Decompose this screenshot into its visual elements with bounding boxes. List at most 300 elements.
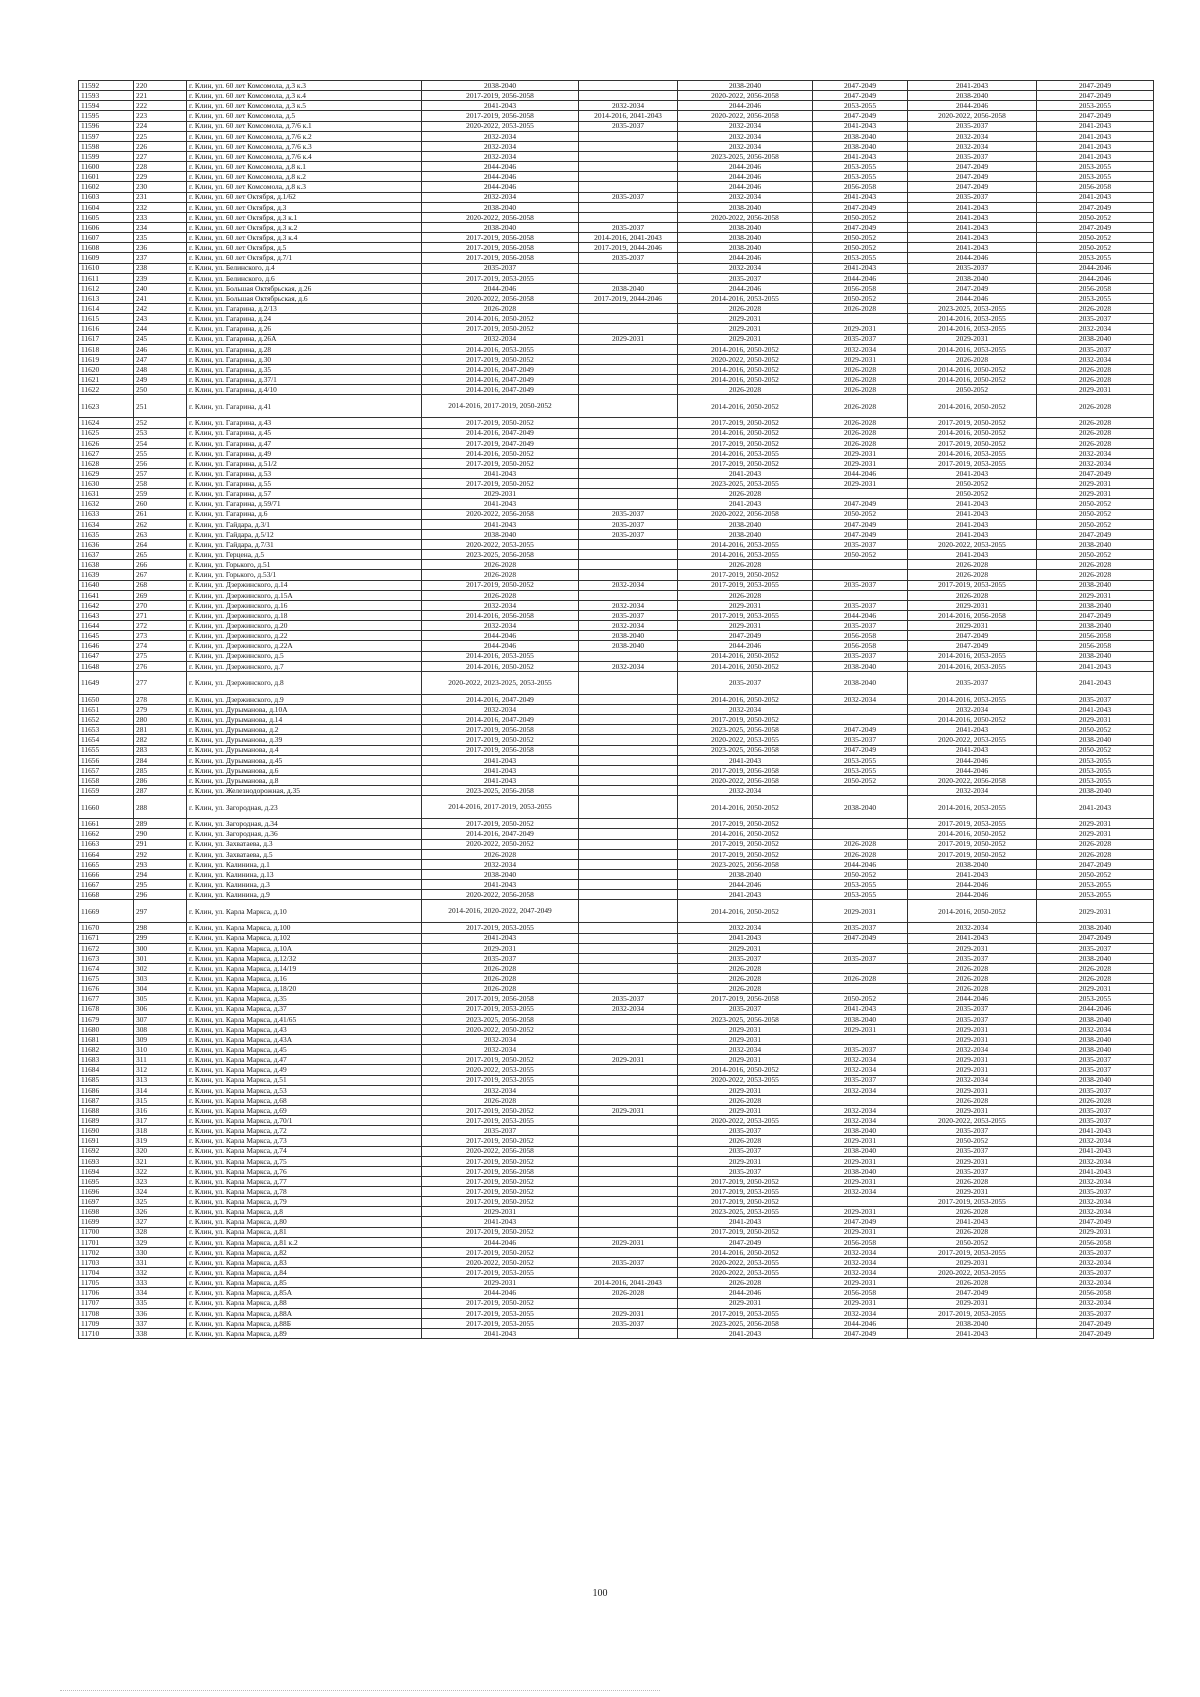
- row-number-cell: 11697: [79, 1197, 134, 1207]
- table-row: [79, 428, 1154, 438]
- house-number-cell: 307: [134, 1014, 187, 1024]
- period-cell: 2014-2016, 2047-2049: [422, 715, 579, 725]
- table-row: [79, 1136, 1154, 1146]
- row-number-cell: 11596: [79, 121, 134, 131]
- period-cell: 2032-2034: [1037, 1024, 1154, 1034]
- period-cell: 2017-2019, 2044-2046: [579, 293, 678, 303]
- period-cell: 2041-2043: [678, 499, 813, 509]
- period-cell: 2047-2049: [1037, 81, 1154, 91]
- period-cell: 2035-2037: [678, 953, 813, 963]
- period-cell: 2035-2037: [1037, 1268, 1154, 1278]
- period-cell: [579, 984, 678, 994]
- period-cell: 2047-2049: [813, 1329, 908, 1339]
- period-cell: 2026-2028: [422, 1095, 579, 1105]
- house-number-cell: 329: [134, 1237, 187, 1247]
- period-cell: 2038-2040: [422, 222, 579, 232]
- address-cell: г. Клин, ул. Гагарина, д.26: [187, 324, 422, 334]
- address-cell: г. Клин, ул. Карла Маркса, д.83: [187, 1258, 422, 1268]
- period-cell: 2044-2046: [678, 880, 813, 890]
- period-cell: [579, 755, 678, 765]
- house-number-cell: 242: [134, 304, 187, 314]
- address-cell: г. Клин, ул. Дзержинского, д.9: [187, 694, 422, 704]
- period-cell: 2041-2043: [908, 212, 1037, 222]
- period-cell: 2014-2016, 2050-2052: [908, 375, 1037, 385]
- period-cell: [579, 786, 678, 796]
- house-number-cell: 323: [134, 1176, 187, 1186]
- row-number-cell: 11650: [79, 694, 134, 704]
- period-cell: 2014-2016, 2056-2058: [422, 611, 579, 621]
- table-row: [79, 715, 1154, 725]
- period-cell: 2041-2043: [422, 101, 579, 111]
- period-cell: 2014-2016, 2047-2049: [422, 829, 579, 839]
- table-row: [79, 880, 1154, 890]
- period-cell: [579, 869, 678, 879]
- period-cell: 2035-2037: [908, 121, 1037, 131]
- period-cell: 2023-2025, 2053-2055: [908, 304, 1037, 314]
- period-cell: 2038-2040: [678, 243, 813, 253]
- address-cell: г. Клин, ул. Карла Маркса, д.70/1: [187, 1116, 422, 1126]
- row-number-cell: 11699: [79, 1217, 134, 1227]
- period-cell: 2038-2040: [1037, 1014, 1154, 1024]
- row-number-cell: 11638: [79, 560, 134, 570]
- house-number-cell: 274: [134, 641, 187, 651]
- row-number-cell: 11655: [79, 745, 134, 755]
- house-number-cell: 335: [134, 1298, 187, 1308]
- period-cell: [579, 81, 678, 91]
- period-cell: 2032-2034: [579, 101, 678, 111]
- house-number-cell: 278: [134, 694, 187, 704]
- period-cell: 2026-2028: [813, 428, 908, 438]
- address-cell: г. Клин, ул. Герцена, д.5: [187, 550, 422, 560]
- period-cell: 2020-2022, 2056-2058: [678, 776, 813, 786]
- address-cell: г. Клин, ул. 60 лет Октября, д.3 к.2: [187, 222, 422, 232]
- table-row: [79, 253, 1154, 263]
- address-cell: г. Клин, ул. Карла Маркса, д.69: [187, 1105, 422, 1115]
- period-cell: 2026-2028: [1037, 963, 1154, 973]
- period-cell: 2029-2031: [678, 1055, 813, 1065]
- period-cell: 2017-2019, 2053-2055: [422, 1268, 579, 1278]
- table-row: [79, 984, 1154, 994]
- table-row: [79, 314, 1154, 324]
- period-cell: 2047-2049: [813, 725, 908, 735]
- table-row: [79, 890, 1154, 900]
- period-cell: 2041-2043: [1037, 121, 1154, 131]
- period-cell: 2050-2052: [813, 212, 908, 222]
- period-cell: 2026-2028: [908, 984, 1037, 994]
- period-cell: [579, 943, 678, 953]
- period-cell: 2035-2037: [1037, 943, 1154, 953]
- period-cell: 2029-2031: [579, 1105, 678, 1115]
- period-cell: 2032-2034: [813, 1258, 908, 1268]
- table-row: [79, 900, 1154, 923]
- address-cell: г. Клин, ул. 60 лет Комсомола, д.3 к.4: [187, 91, 422, 101]
- table-row: [79, 344, 1154, 354]
- period-cell: 2017-2019, 2044-2046: [579, 243, 678, 253]
- address-cell: г. Клин, ул. Карла Маркса, д.74: [187, 1146, 422, 1156]
- house-number-cell: 294: [134, 869, 187, 879]
- period-cell: 2056-2058: [1037, 631, 1154, 641]
- house-number-cell: 240: [134, 283, 187, 293]
- row-number-cell: 11609: [79, 253, 134, 263]
- period-cell: 2014-2016, 2017-2019, 2053-2055: [422, 796, 579, 819]
- period-cell: [579, 560, 678, 570]
- period-cell: [579, 91, 678, 101]
- address-cell: г. Клин, ул. 60 лет Октября, д.7/1: [187, 253, 422, 263]
- row-number-cell: 11679: [79, 1014, 134, 1024]
- address-cell: г. Клин, ул. Карла Маркса, д.102: [187, 933, 422, 943]
- table-row: [79, 661, 1154, 671]
- period-cell: 2014-2016, 2047-2049: [422, 694, 579, 704]
- house-number-cell: 298: [134, 923, 187, 933]
- period-cell: 2014-2016, 2053-2055: [908, 661, 1037, 671]
- period-cell: 2038-2040: [1037, 334, 1154, 344]
- period-cell: 2032-2034: [908, 1075, 1037, 1085]
- table-row: [79, 755, 1154, 765]
- table-row: [79, 509, 1154, 519]
- period-cell: [813, 1095, 908, 1105]
- period-cell: [579, 1024, 678, 1034]
- table-row: [79, 192, 1154, 202]
- house-number-cell: 270: [134, 600, 187, 610]
- period-cell: 2029-2031: [422, 489, 579, 499]
- period-cell: 2017-2019, 2050-2052: [422, 418, 579, 428]
- house-number-cell: 330: [134, 1247, 187, 1257]
- table-row: [79, 1146, 1154, 1156]
- period-cell: 2014-2016, 2053-2055: [908, 344, 1037, 354]
- table-row: [79, 974, 1154, 984]
- period-cell: 2020-2022, 2053-2055: [678, 1075, 813, 1085]
- period-cell: 2017-2019, 2056-2058: [422, 994, 579, 1004]
- table-row: [79, 776, 1154, 786]
- row-number-cell: 11695: [79, 1176, 134, 1186]
- row-number-cell: 11603: [79, 192, 134, 202]
- row-number-cell: 11601: [79, 172, 134, 182]
- house-number-cell: 268: [134, 580, 187, 590]
- period-cell: 2038-2040: [579, 641, 678, 651]
- house-number-cell: 277: [134, 671, 187, 694]
- period-cell: 2041-2043: [813, 151, 908, 161]
- period-cell: 2041-2043: [908, 1329, 1037, 1339]
- table-row: [79, 182, 1154, 192]
- period-cell: 2038-2040: [908, 273, 1037, 283]
- period-cell: 2053-2055: [813, 890, 908, 900]
- house-number-cell: 267: [134, 570, 187, 580]
- row-number-cell: 11652: [79, 715, 134, 725]
- period-cell: 2038-2040: [678, 233, 813, 243]
- period-cell: 2017-2019, 2050-2052: [678, 1176, 813, 1186]
- period-cell: 2035-2037: [579, 1258, 678, 1268]
- period-cell: 2041-2043: [422, 755, 579, 765]
- house-number-cell: 303: [134, 974, 187, 984]
- period-cell: 2020-2022, 2056-2058: [422, 509, 579, 519]
- period-cell: 2026-2028: [908, 590, 1037, 600]
- table-row: [79, 1065, 1154, 1075]
- period-cell: 2032-2034: [908, 923, 1037, 933]
- address-cell: г. Клин, ул. Карла Маркса, д.8: [187, 1207, 422, 1217]
- period-cell: [579, 890, 678, 900]
- house-number-cell: 237: [134, 253, 187, 263]
- address-cell: г. Клин, ул. Карла Маркса, д.82: [187, 1247, 422, 1257]
- period-cell: 2044-2046: [1037, 273, 1154, 283]
- house-number-cell: 248: [134, 364, 187, 374]
- house-number-cell: 271: [134, 611, 187, 621]
- period-cell: 2014-2016, 2050-2052: [678, 1065, 813, 1075]
- period-cell: 2026-2028: [1037, 570, 1154, 580]
- period-cell: 2032-2034: [908, 131, 1037, 141]
- period-cell: 2026-2028: [908, 570, 1037, 580]
- period-cell: 2026-2028: [1037, 418, 1154, 428]
- period-cell: 2044-2046: [813, 1318, 908, 1328]
- period-cell: 2026-2028: [422, 560, 579, 570]
- address-cell: г. Клин, ул. Карла Маркса, д.84: [187, 1268, 422, 1278]
- table-row: [79, 283, 1154, 293]
- period-cell: 2029-2031: [813, 1298, 908, 1308]
- period-cell: 2035-2037: [579, 994, 678, 1004]
- period-cell: 2020-2022, 2053-2055: [908, 1268, 1037, 1278]
- period-cell: 2032-2034: [579, 580, 678, 590]
- table-row: [79, 162, 1154, 172]
- period-cell: 2035-2037: [422, 263, 579, 273]
- address-cell: г. Клин, ул. Загородная, д.34: [187, 819, 422, 829]
- period-cell: 2041-2043: [908, 509, 1037, 519]
- address-cell: г. Клин, ул. Калинина, д.9: [187, 890, 422, 900]
- table-row: [79, 395, 1154, 418]
- period-cell: [813, 560, 908, 570]
- period-cell: 2026-2028: [422, 974, 579, 984]
- period-cell: 2050-2052: [1037, 509, 1154, 519]
- table-row: [79, 1034, 1154, 1044]
- period-cell: [579, 1217, 678, 1227]
- period-cell: 2014-2016, 2047-2049: [422, 375, 579, 385]
- period-cell: 2050-2052: [1037, 243, 1154, 253]
- period-cell: 2032-2034: [678, 131, 813, 141]
- period-cell: 2053-2055: [813, 172, 908, 182]
- period-cell: 2026-2028: [1037, 375, 1154, 385]
- period-cell: 2017-2019, 2050-2052: [908, 418, 1037, 428]
- period-cell: 2023-2025, 2056-2058: [678, 1318, 813, 1328]
- row-number-cell: 11709: [79, 1318, 134, 1328]
- period-cell: [813, 489, 908, 499]
- period-cell: [579, 479, 678, 489]
- period-cell: [579, 765, 678, 775]
- row-number-cell: 11616: [79, 324, 134, 334]
- row-number-cell: 11673: [79, 953, 134, 963]
- period-cell: 2029-2031: [813, 1207, 908, 1217]
- period-cell: 2038-2040: [1037, 540, 1154, 550]
- period-cell: 2014-2016, 2047-2049: [422, 428, 579, 438]
- row-number-cell: 11630: [79, 479, 134, 489]
- address-cell: г. Клин, ул. Карла Маркса, д.41/65: [187, 1014, 422, 1024]
- table-row: [79, 334, 1154, 344]
- row-number-cell: 11675: [79, 974, 134, 984]
- house-number-cell: 296: [134, 890, 187, 900]
- period-cell: 2041-2043: [908, 222, 1037, 232]
- period-cell: 2041-2043: [813, 121, 908, 131]
- address-cell: г. Клин, ул. Карла Маркса, д.45: [187, 1045, 422, 1055]
- period-cell: 2026-2028: [422, 570, 579, 580]
- row-number-cell: 11708: [79, 1308, 134, 1318]
- row-number-cell: 11658: [79, 776, 134, 786]
- table-row: [79, 1176, 1154, 1186]
- period-cell: 2017-2019, 2050-2052: [422, 324, 579, 334]
- table-row: [79, 1217, 1154, 1227]
- period-cell: 2029-2031: [1037, 819, 1154, 829]
- period-cell: 2047-2049: [813, 91, 908, 101]
- period-cell: 2032-2034: [813, 1065, 908, 1075]
- period-cell: [813, 819, 908, 829]
- period-cell: 2047-2049: [1037, 1318, 1154, 1328]
- address-cell: г. Клин, ул. Карла Маркса, д.35: [187, 994, 422, 1004]
- period-cell: 2026-2028: [908, 354, 1037, 364]
- table-row: [79, 263, 1154, 273]
- period-cell: 2026-2028: [422, 849, 579, 859]
- period-cell: 2047-2049: [813, 1217, 908, 1227]
- table-row: [79, 786, 1154, 796]
- table-row: [79, 418, 1154, 428]
- period-cell: 2029-2031: [1037, 590, 1154, 600]
- address-cell: г. Клин, ул. Дзержинского, д.20: [187, 621, 422, 631]
- address-cell: г. Клин, ул. Карла Маркса, д.89: [187, 1329, 422, 1339]
- table-row: [79, 172, 1154, 182]
- house-number-cell: 304: [134, 984, 187, 994]
- address-cell: г. Клин, ул. Дурыманова, д.45: [187, 755, 422, 765]
- address-cell: г. Клин, ул. Гагарина, д.35: [187, 364, 422, 374]
- period-cell: 2038-2040: [1037, 923, 1154, 933]
- period-cell: 2026-2028: [678, 385, 813, 395]
- period-cell: 2050-2052: [813, 550, 908, 560]
- period-cell: 2029-2031: [813, 900, 908, 923]
- period-cell: 2038-2040: [579, 283, 678, 293]
- period-cell: 2014-2016, 2050-2052: [678, 375, 813, 385]
- period-cell: 2026-2028: [908, 1095, 1037, 1105]
- row-number-cell: 11682: [79, 1045, 134, 1055]
- period-cell: 2017-2019, 2053-2055: [908, 1247, 1037, 1257]
- period-cell: 2035-2037: [579, 509, 678, 519]
- row-number-cell: 11642: [79, 600, 134, 610]
- period-cell: 2014-2016, 2050-2052: [678, 661, 813, 671]
- table-row: [79, 1329, 1154, 1339]
- period-cell: 2014-2016, 2050-2052: [678, 364, 813, 374]
- period-cell: [813, 984, 908, 994]
- period-cell: 2017-2019, 2050-2052: [678, 849, 813, 859]
- house-number-cell: 284: [134, 755, 187, 765]
- period-cell: 2026-2028: [678, 963, 813, 973]
- period-cell: 2014-2016, 2050-2052: [678, 900, 813, 923]
- period-cell: 2035-2037: [579, 529, 678, 539]
- house-number-cell: 246: [134, 344, 187, 354]
- house-number-cell: 247: [134, 354, 187, 364]
- period-cell: 2017-2019, 2056-2058: [422, 233, 579, 243]
- table-row: [79, 529, 1154, 539]
- period-cell: 2041-2043: [908, 745, 1037, 755]
- house-number-cell: 320: [134, 1146, 187, 1156]
- period-cell: 2050-2052: [813, 243, 908, 253]
- period-cell: 2020-2022, 2056-2058: [678, 111, 813, 121]
- period-cell: 2017-2019, 2056-2058: [678, 765, 813, 775]
- address-cell: г. Клин, ул. Карла Маркса, д.100: [187, 923, 422, 933]
- period-cell: 2038-2040: [813, 661, 908, 671]
- row-number-cell: 11627: [79, 448, 134, 458]
- period-cell: 2056-2058: [1037, 1288, 1154, 1298]
- period-cell: [579, 354, 678, 364]
- house-number-cell: 306: [134, 1004, 187, 1014]
- table-row: [79, 81, 1154, 91]
- row-number-cell: 11636: [79, 540, 134, 550]
- period-cell: 2041-2043: [422, 1217, 579, 1227]
- period-cell: 2047-2049: [908, 182, 1037, 192]
- period-cell: 2020-2022, 2056-2058: [422, 1146, 579, 1156]
- period-cell: 2041-2043: [1037, 141, 1154, 151]
- house-number-cell: 230: [134, 182, 187, 192]
- period-cell: 2026-2028: [1037, 428, 1154, 438]
- period-cell: 2044-2046: [908, 293, 1037, 303]
- period-cell: 2038-2040: [813, 1146, 908, 1156]
- period-cell: 2041-2043: [1037, 151, 1154, 161]
- table-row: [79, 600, 1154, 610]
- period-cell: 2041-2043: [1037, 1146, 1154, 1156]
- period-cell: [579, 263, 678, 273]
- period-cell: 2035-2037: [813, 735, 908, 745]
- period-cell: 2035-2037: [908, 1126, 1037, 1136]
- period-cell: 2032-2034: [813, 1268, 908, 1278]
- period-cell: 2038-2040: [813, 796, 908, 819]
- period-cell: 2053-2055: [813, 101, 908, 111]
- period-cell: [579, 796, 678, 819]
- address-cell: г. Клин, ул. Карла Маркса, д.88Б: [187, 1318, 422, 1328]
- period-cell: 2020-2022, 2053-2055: [678, 735, 813, 745]
- scan-artifact-line: [60, 1690, 660, 1692]
- address-cell: г. Клин, ул. Дзержинского, д.22: [187, 631, 422, 641]
- house-number-cell: 253: [134, 428, 187, 438]
- table-row: [79, 933, 1154, 943]
- period-cell: 2047-2049: [1037, 933, 1154, 943]
- period-cell: 2047-2049: [678, 1237, 813, 1247]
- period-cell: 2041-2043: [678, 1329, 813, 1339]
- house-number-cell: 321: [134, 1156, 187, 1166]
- period-cell: 2035-2037: [908, 1004, 1037, 1014]
- period-cell: 2032-2034: [1037, 354, 1154, 364]
- registry-table: [78, 80, 1154, 1339]
- period-cell: [579, 923, 678, 933]
- house-number-cell: 250: [134, 385, 187, 395]
- period-cell: 2017-2019, 2050-2052: [422, 1187, 579, 1197]
- period-cell: [579, 829, 678, 839]
- period-cell: 2020-2022, 2053-2055: [678, 1268, 813, 1278]
- period-cell: 2029-2031: [422, 943, 579, 953]
- period-cell: 2041-2043: [422, 1329, 579, 1339]
- period-cell: 2044-2046: [908, 253, 1037, 263]
- house-number-cell: 313: [134, 1075, 187, 1085]
- period-cell: 2038-2040: [1037, 1034, 1154, 1044]
- period-cell: 2029-2031: [1037, 829, 1154, 839]
- period-cell: 2038-2040: [1037, 621, 1154, 631]
- row-number-cell: 11606: [79, 222, 134, 232]
- period-cell: 2029-2031: [422, 1278, 579, 1288]
- house-number-cell: 239: [134, 273, 187, 283]
- period-cell: 2035-2037: [908, 151, 1037, 161]
- period-cell: 2017-2019, 2053-2055: [422, 273, 579, 283]
- address-cell: г. Клин, ул. Дзержинского, д.14: [187, 580, 422, 590]
- period-cell: 2056-2058: [813, 283, 908, 293]
- period-cell: 2032-2034: [1037, 1136, 1154, 1146]
- period-cell: 2032-2034: [1037, 458, 1154, 468]
- period-cell: 2044-2046: [678, 182, 813, 192]
- row-number-cell: 11639: [79, 570, 134, 580]
- period-cell: 2035-2037: [1037, 1105, 1154, 1115]
- period-cell: 2044-2046: [678, 162, 813, 172]
- period-cell: 2032-2034: [579, 1004, 678, 1014]
- period-cell: 2029-2031: [1037, 489, 1154, 499]
